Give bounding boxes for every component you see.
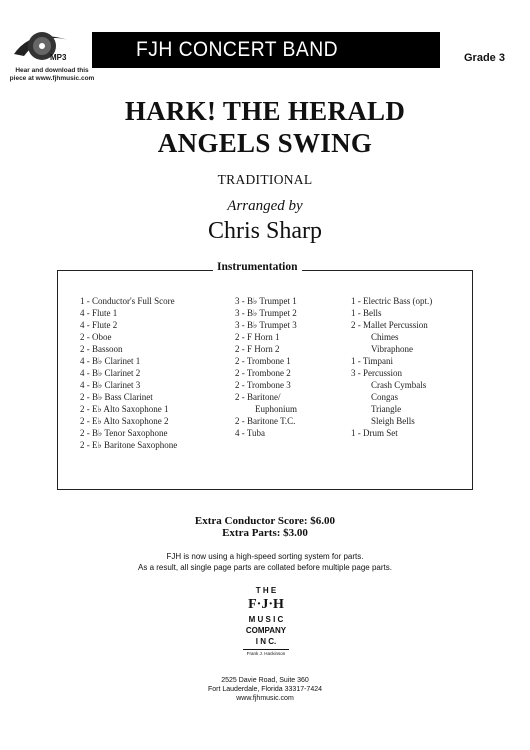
instrument-subitem: Congas — [371, 392, 398, 402]
sorting-note-line2: As a result, all single page parts are collated before multiple page parts. — [138, 563, 392, 572]
address-line2: Fort Lauderdale, Florida 33317-7424 — [207, 686, 323, 693]
instrument-subitem: Euphonium — [255, 404, 297, 414]
instrument-item: 1 - Timpani — [351, 356, 394, 366]
instrument-item: 3 - B♭ Trumpet 2 — [235, 308, 297, 318]
mp3-cd-icon — [12, 26, 70, 66]
instrument-item: 4 - B♭ Clarinet 1 — [80, 356, 141, 366]
logo-the: T H E — [255, 586, 277, 595]
instrument-item: 2 - Oboe — [80, 332, 112, 342]
logo-music: M U S I C — [248, 615, 284, 624]
instrument-item: 2 - Baritone/ — [235, 392, 281, 402]
instrument-item: 2 - Baritone T.C. — [235, 416, 296, 426]
series-title: FJH CONCERT BAND — [136, 38, 339, 61]
instrument-item: 3 - Percussion — [351, 368, 402, 378]
instrument-item: 3 - B♭ Trumpet 1 — [235, 296, 297, 306]
instrument-column-1 — [80, 295, 177, 451]
sorting-note-line1: FJH is now using a high-speed sorting system for parts. — [166, 552, 364, 561]
logo-company: COMPANY — [245, 626, 287, 635]
logo-founder: Frank J. Hackinson — [246, 651, 286, 656]
title-line-2: ANGELS SWING — [157, 128, 373, 158]
instrument-item: 2 - E♭ Alto Saxophone 2 — [80, 416, 169, 426]
instrument-item: 2 - Trombone 3 — [235, 380, 291, 390]
arranged-by-label: Arranged by — [227, 198, 303, 214]
instrument-subitem: Crash Cymbals — [371, 380, 427, 390]
title-line-1: HARK! THE HERALD — [124, 96, 406, 126]
address-line1: 2525 Davie Road, Suite 360 — [221, 677, 309, 684]
series-banner — [92, 32, 440, 68]
sorting-note — [0, 551, 530, 573]
extra-parts-price: Extra Parts: $3.00 — [222, 527, 308, 539]
instrument-item: 2 - E♭ Alto Saxophone 1 — [80, 404, 169, 414]
instrument-item: 1 - Electric Bass (opt.) — [351, 296, 433, 306]
logo-fjh: F·J·H — [248, 597, 284, 612]
instrument-item: 2 - Bassoon — [80, 344, 123, 354]
instrument-column-2 — [235, 295, 297, 439]
arranger-name: Chris Sharp — [208, 218, 322, 244]
price-block — [0, 515, 530, 539]
instrument-column-3 — [351, 295, 432, 439]
mp3-badge: MP3 — [50, 53, 67, 62]
instrumentation-heading: Instrumentation — [213, 261, 302, 273]
instrument-item: 2 - Trombone 2 — [235, 368, 291, 378]
instrument-item: 1 - Drum Set — [351, 428, 398, 438]
instrument-subitem: Triangle — [371, 404, 402, 414]
piece-title — [0, 95, 530, 159]
composer: TRADITIONAL — [217, 172, 313, 187]
instrument-item: 2 - B♭ Tenor Saxophone — [80, 428, 168, 438]
instrument-item: 4 - Tuba — [235, 428, 266, 438]
instrument-item: 1 - Bells — [351, 308, 382, 318]
instrument-item: 4 - Flute 1 — [80, 308, 118, 318]
instrument-item: 2 - Mallet Percussion — [351, 320, 428, 330]
cd-caption — [2, 67, 102, 83]
instrument-item: 2 - F Horn 1 — [235, 332, 280, 342]
logo-divider — [243, 649, 289, 650]
instrument-item: 4 - B♭ Clarinet 3 — [80, 380, 141, 390]
instrument-item: 4 - B♭ Clarinet 2 — [80, 368, 141, 378]
extra-score-price: Extra Conductor Score: $6.00 — [194, 515, 336, 527]
grade-label: Grade 3 — [464, 52, 505, 64]
fjh-publisher-logo — [243, 585, 289, 657]
instrument-item: 3 - B♭ Trumpet 3 — [235, 320, 297, 330]
instrument-item: 1 - Conductor's Full Score — [80, 296, 175, 306]
instrument-item: 2 - B♭ Bass Clarinet — [80, 392, 153, 402]
logo-inc: I N C. — [255, 637, 277, 646]
instrument-item: 2 - Trombone 1 — [235, 356, 291, 366]
cd-caption-line2: piece at www.fjhmusic.com — [9, 75, 95, 82]
website-link[interactable]: www.fjhmusic.com — [236, 695, 294, 702]
instrument-subitem: Chimes — [371, 332, 399, 342]
instrument-subitem: Sleigh Bells — [371, 416, 415, 426]
publisher-address — [0, 676, 530, 703]
instrument-item: 4 - Flute 2 — [80, 320, 118, 330]
instrument-subitem: Vibraphone — [371, 344, 413, 354]
cd-caption-line1: Hear and download this — [15, 67, 89, 74]
instrument-item: 2 - F Horn 2 — [235, 344, 280, 354]
instrument-item: 2 - E♭ Baritone Saxophone — [80, 440, 178, 450]
